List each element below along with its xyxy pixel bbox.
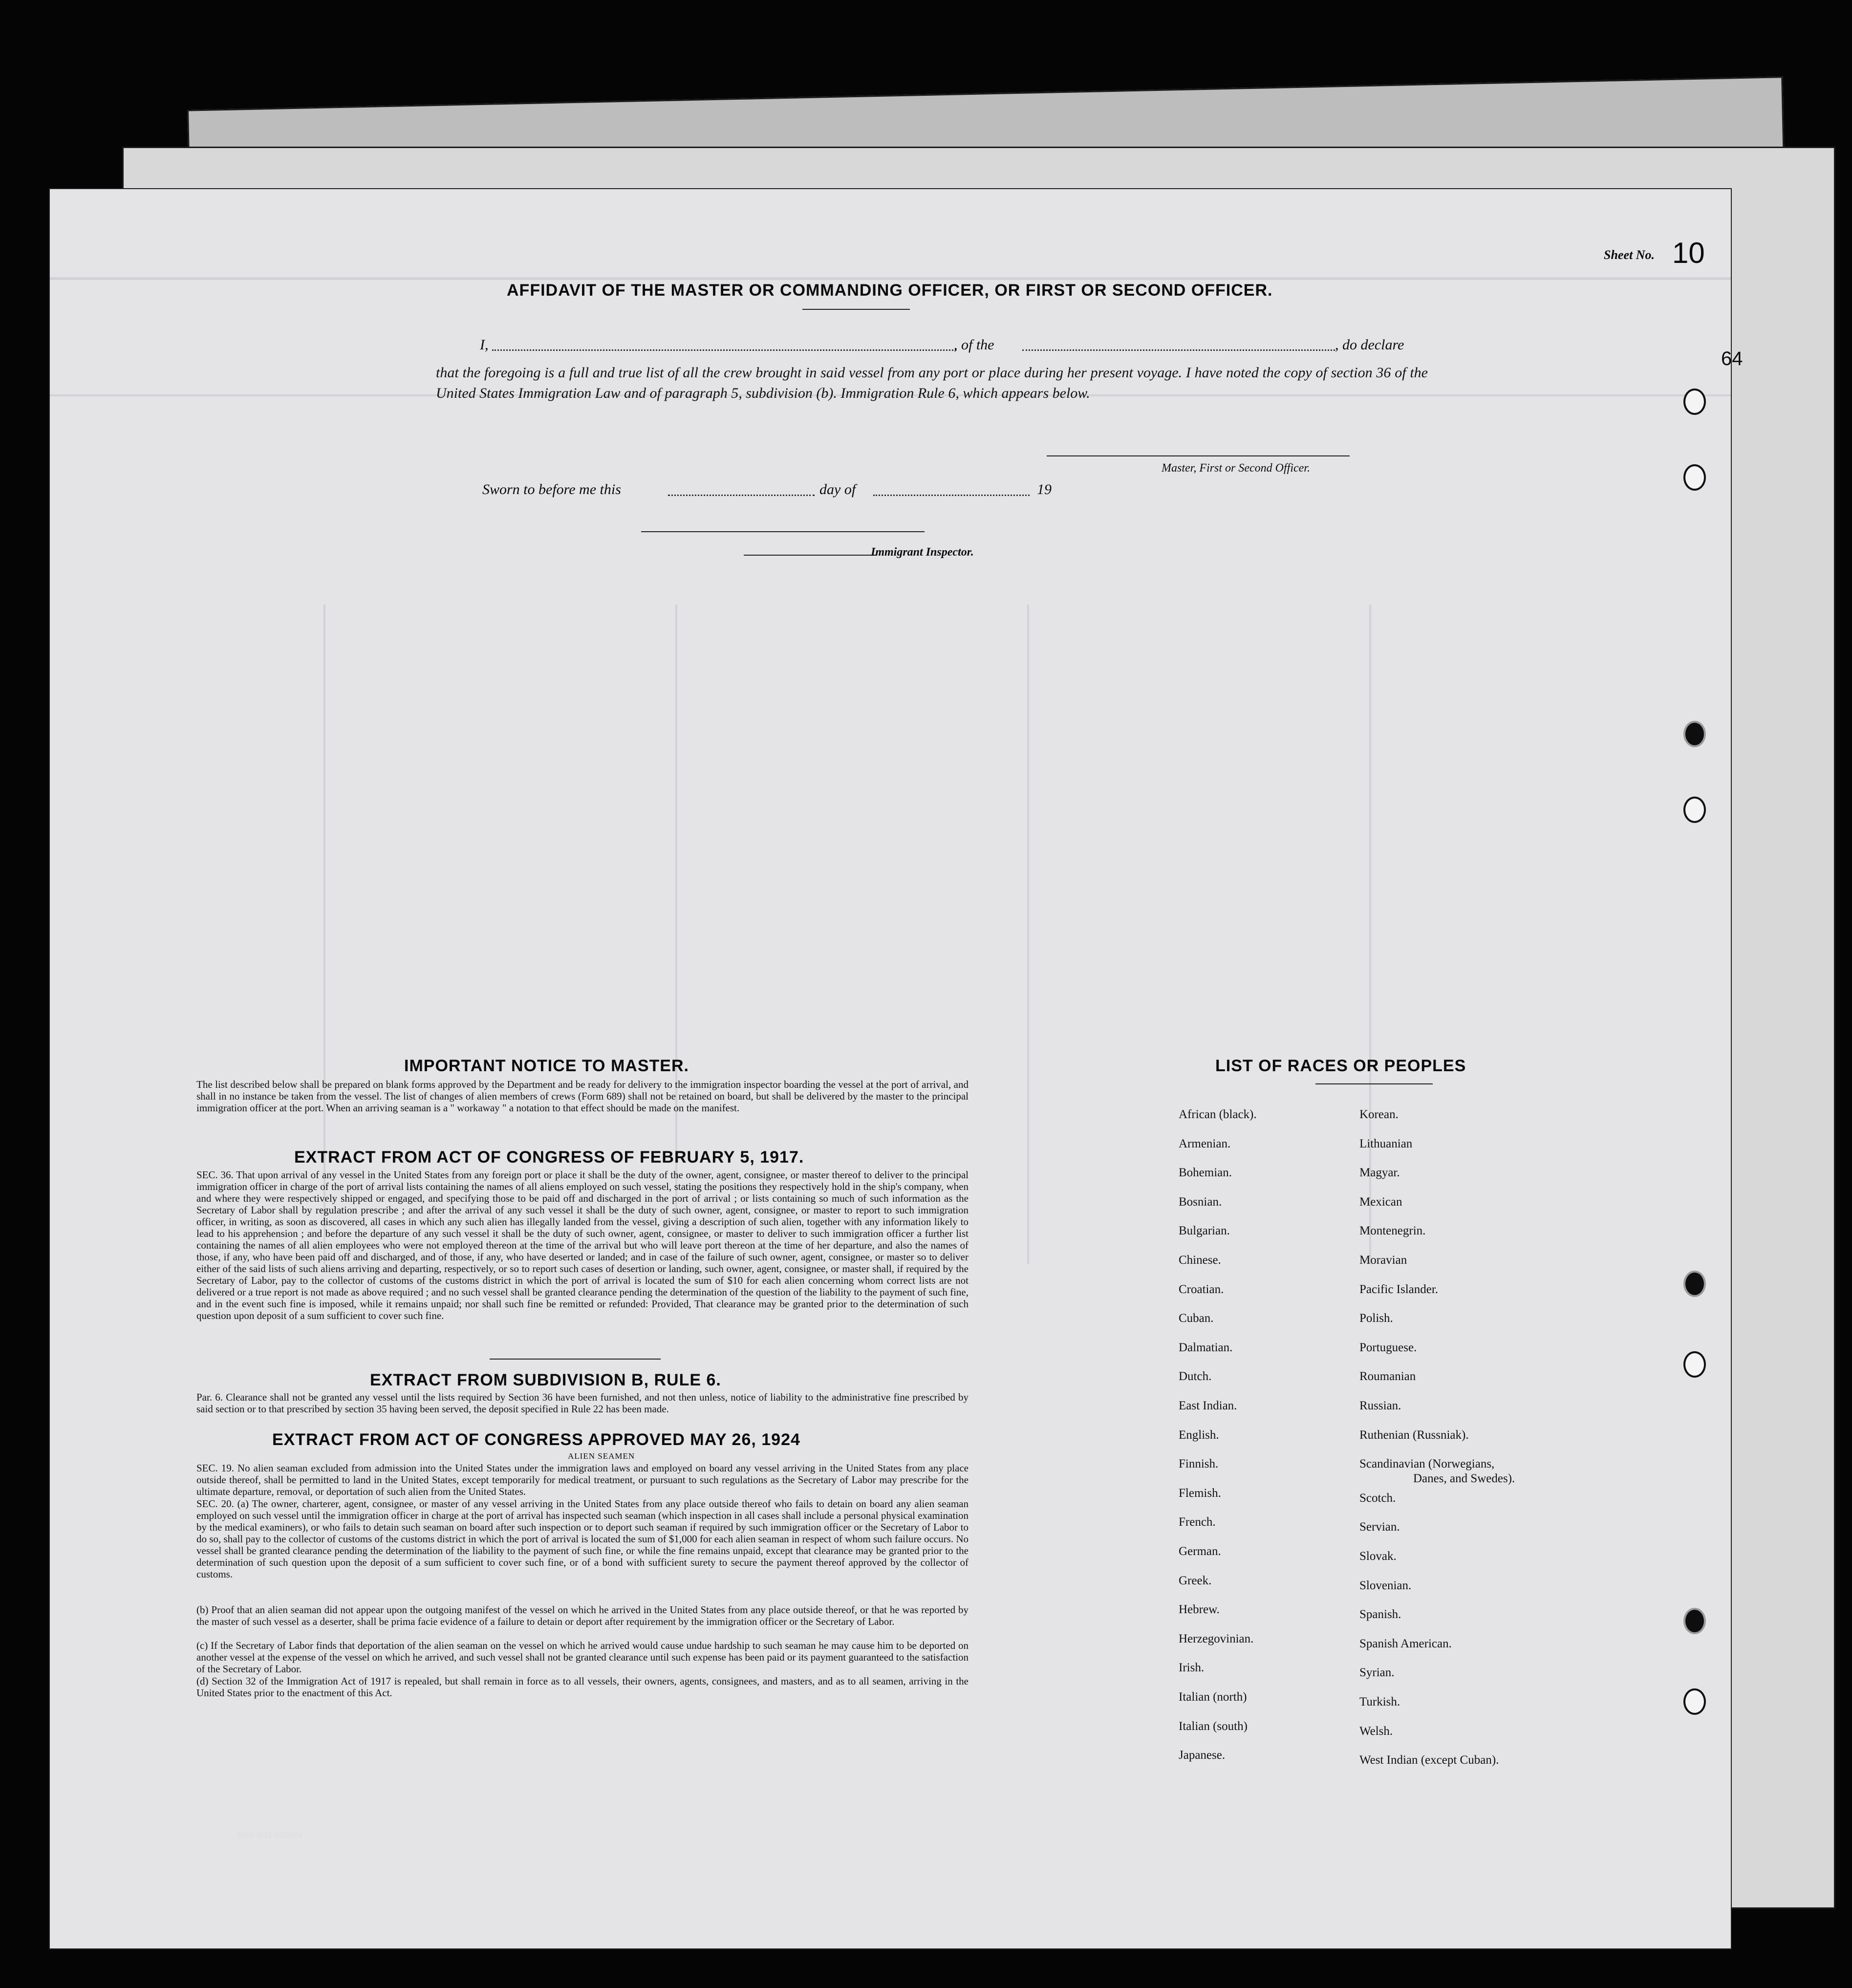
binder-hole [1683,464,1706,491]
race-item: Turkish. [1359,1695,1400,1708]
extract-1924-sec19: SEC. 19. No alien seaman excluded from admission into the United States under the immigration laws and employed on board any vessel arriving in the United States from any place outside thereof, shall be permitted to land in the United States, except temporarily for medical treatment, or pursuant to such regulations as the Secretary of Labor may prescribe for the ultimate departure, removal, or deportation of such alien from the United States. [196,1462,969,1497]
ghost-line [1027,605,1029,1264]
race-item: Roumanian [1359,1370,1416,1383]
race-item: Ruthenian (Russniak). [1359,1428,1469,1442]
race-item: Hebrew. [1179,1603,1220,1617]
race-item: East Indian. [1179,1399,1237,1412]
race-item: Greek. [1179,1574,1212,1587]
race-item: Servian. [1359,1520,1400,1534]
race-item: Armenian. [1179,1137,1231,1150]
name-blank [492,349,956,351]
race-item: English. [1179,1428,1219,1442]
race-item: Moravian [1359,1253,1407,1267]
affidavit-body: that the foregoing is a full and true list of all the crew brought in said vessel from any port or place during her present voyage. I have noted the copy of section 36 of the United States Immigration Law and of paragraph 5, subdivision (b). Immigration Rule 6, which appears below. [436,365,1428,401]
binder-hole [1683,1608,1706,1634]
inspector-rule [641,531,925,532]
race-item: Scotch. [1359,1491,1396,1505]
race-item: Bulgarian. [1179,1224,1230,1238]
inspector-signature-line [744,555,876,556]
extract-rule6-title: EXTRACT FROM SUBDIVISION B, RULE 6. [370,1371,721,1389]
race-item: West Indian (except Cuban). [1359,1753,1499,1767]
binder-hole [1683,1351,1706,1378]
extract-rule6-body: Par. 6. Clearance shall not be granted any vessel until the lists required by Section 36 have been furnished, and not then unless, notice of liability to the administrative fine prescribed by said section or to that prescribed by section 35 having been served, the deposit specified in Rule 22 has been made. [196,1391,969,1415]
race-item: Syrian. [1359,1666,1395,1680]
binder-hole [1683,1271,1706,1297]
race-item: Chinese. [1179,1253,1221,1267]
race-item: Croatian. [1179,1282,1224,1296]
race-item: Montenegrin. [1359,1224,1426,1238]
sheet-number-value: 10 [1672,237,1705,269]
race-item: Magyar. [1359,1166,1400,1180]
day-blank [668,495,815,496]
signature-line [1047,455,1350,456]
race-item: Bohemian. [1179,1166,1232,1180]
sheet-number-label: Sheet No. [1604,248,1655,262]
notice-body: The list described below shall be prepared on blank forms approved by the Department and be ready for delivery to the immigration inspector boarding the vessel at the port of arrival, and shall in no instance be taken from the vessel. The list of changes of alien members of crews (Form 689) shall not be retained on board, but shall be delivered by the master to the principal immigration officer at the port. When an arriving seaman is a " workaway " a notation to that effect should be made on the manifest. [196,1079,969,1114]
extract-1917-body: SEC. 36. That upon arrival of any vessel in the United States from any foreign port or place it shall be the duty of the owner, agent, consignee, or master thereof to deliver to the principal immigration officer in charge of the port of arrival lists containing the names of all aliens employed on such vessel, stating the positions they respectively hold in the ship's company, when and where they were respectively shipped or engaged, and specifying those to be paid off and discharged in the port of arrival ; or lists containing so much of such information as the Secretary of Labor shall by regulation prescribe ; and after the arrival of any such vessel it shall be the duty of such owner, agent, consignee, or master to report to such immigration officer, in writing, as soon as discovered, all cases in which any such alien has illegally landed from the vessel, giving a description of such alien, together with any information likely to lead to his apprehension ; and before the departure of any such vessel it shall be the duty of such owner, agent, consignee, or master to deliver to such immigration officer a further list containing the names of all alien employees who were not employed thereon at the time of the arrival but who will leave port thereon at the time of her departure, and also the names of those, if any, who have been paid off and discharged, and of those, if any, who have deserted or landed; and in case of the failure of such owner, agent, consignee, or master so to deliver either of the said lists of such aliens arriving and departing, respectively, or so to report such cases of desertion or landing, such owner, agent, consignee, or master shall, if required by the Secretary of Labor, pay to the collector of customs of the customs district in which the port of arrival is located the sum of $10 for each alien concerning whom correct lists are not delivered or a true report is not made as above required ; and no such vessel shall be granted clearance pending the determination of the question of the liability to the payment of such fine, and in the event such fine is imposed, while it remains unpaid; nor shall such fine be remitted or refunded: Provided, That clearance may be granted prior to the determination of such question upon deposit of a sum sufficient to cover such fine. [196,1169,969,1321]
extract-1924-sec20a: SEC. 20. (a) The owner, charterer, agent, consignee, or master of any vessel arriving in the United States from any place outside thereof who fails to detain on board any alien seaman employed on such vessel until the immigration officer in charge at the port of arrival has inspected such seaman (which inspection in all cases shall include a personal physical examination by the medical examiners), or who fails to detain such seaman on board after such inspection or to deport such seaman if required by such immigration officer or the Secretary of Labor to do so, shall pay to the collector of customs of the customs district in which the port of arrival is located the sum of $1,000 for each alien seaman in respect of whom such failure occurs. No vessel shall be granted clearance pending the determination of the liability to the payment of such fine, or while the fine remains unpaid, except that clearance may be granted prior to the determination of such question upon the deposit of a sum sufficient to cover such fine, or of a bond with sufficient surety to secure the payment thereof approved by the collector of customs. [196,1498,969,1580]
margin-mark: 64 [1721,348,1743,369]
notice-title: IMPORTANT NOTICE TO MASTER. [404,1057,689,1075]
affidavit-i: I, [480,337,489,353]
race-item: Dutch. [1179,1370,1212,1383]
race-item: Herzegovinian. [1179,1632,1254,1645]
race-item: African (black). [1179,1108,1257,1121]
races-title: LIST OF RACES OR PEOPLES [1215,1057,1466,1075]
race-item: Irish. [1179,1661,1205,1675]
race-item: Dalmatian. [1179,1340,1233,1354]
extract-1924-sec20b: (b) Proof that an alien seaman did not appear upon the outgoing manifest of the vessel on which he arrived in the United States from any place outside thereof, or that he was reported by the master of such vessel as a deserter, shall be prima facie evidence of a failure to detain or deport after requirement by the immigration officer or the Secretary of Labor. [196,1604,969,1627]
race-item-continuation: Danes, and Swedes). [1413,1472,1515,1486]
affidavit-of-the: , of the [954,337,994,353]
ghost-line [50,277,1731,280]
affidavit-declare: , do declare [1335,337,1404,353]
race-item: Slovenian. [1359,1578,1412,1592]
binder-hole [1683,1688,1706,1715]
title-underline [802,309,910,310]
race-item: German. [1179,1545,1221,1558]
race-item: Spanish American. [1359,1637,1452,1650]
manifest-sheet [49,188,1743,1949]
race-item: Lithuanian [1359,1137,1413,1150]
binder-hole [1683,721,1706,747]
extract-1924-title: EXTRACT FROM ACT OF CONGRESS APPROVED MAY 26, 1924 [272,1430,800,1449]
race-item: Slovak. [1359,1550,1397,1563]
extract-1924-subtitle: ALIEN SEAMEN [568,1451,635,1461]
race-item: Cuban. [1179,1312,1214,1325]
race-item: Korean. [1359,1108,1399,1121]
race-item: Spanish. [1359,1608,1401,1621]
race-item: French. [1179,1515,1216,1529]
month-blank [873,495,1030,496]
inspector-label: Immigrant Inspector. [871,546,974,559]
extract-1924-sec20d: (d) Section 32 of the Immigration Act of 1917 is repealed, but shall remain in force as to all vessels, their owners, agents, consignees, and masters, and as to all seamen, arriving in the United States prior to the enactment of this Act. [196,1675,969,1699]
race-item: Italian (south) [1179,1719,1248,1733]
race-item: Flemish. [1179,1486,1221,1500]
form-number: 6000 6/33-26/3504 [237,1832,303,1840]
race-item: Scandinavian (Norwegians, [1359,1457,1495,1471]
binder-hole [1683,389,1706,415]
races-underline [1315,1083,1433,1084]
race-item: Japanese. [1179,1749,1226,1762]
race-item: Portuguese. [1359,1340,1417,1354]
ghost-line [1369,605,1371,1264]
race-item: Russian. [1359,1399,1401,1412]
race-item: Finnish. [1179,1457,1219,1471]
sworn-year: 19 [1037,481,1052,497]
extract-1917-title: EXTRACT FROM ACT OF CONGRESS OF FEBRUARY 5, 1917. [294,1148,804,1167]
binder-hole [1683,797,1706,823]
extract-1924-sec20c: (c) If the Secretary of Labor finds that deportation of the alien seaman on the vessel on which he arrived would cause undue hardship to such seaman he may cause him to be deported on another vessel at the expense of the vessel on which he arrived, and such vessel shall not be granted clearance until such expense has been paid or its payment guaranteed to the satisfaction of the Secretary of Labor. [196,1640,969,1675]
signature-label: Master, First or Second Officer. [1162,462,1310,475]
race-item: Italian (north) [1179,1690,1247,1704]
sworn-prefix: Sworn to before me this [482,481,621,497]
divider [490,1359,661,1360]
race-item: Polish. [1359,1312,1393,1325]
race-item: Pacific Islander. [1359,1282,1439,1296]
race-item: Welsh. [1359,1724,1393,1738]
race-item: Bosnian. [1179,1195,1222,1209]
sworn-day: day of [819,481,856,497]
vessel-blank [1022,349,1335,351]
affidavit-title: AFFIDAVIT OF THE MASTER OR COMMANDING OFFICER, OR FIRST OR SECOND OFFICER. [507,281,1273,300]
race-item: Mexican [1359,1195,1402,1209]
